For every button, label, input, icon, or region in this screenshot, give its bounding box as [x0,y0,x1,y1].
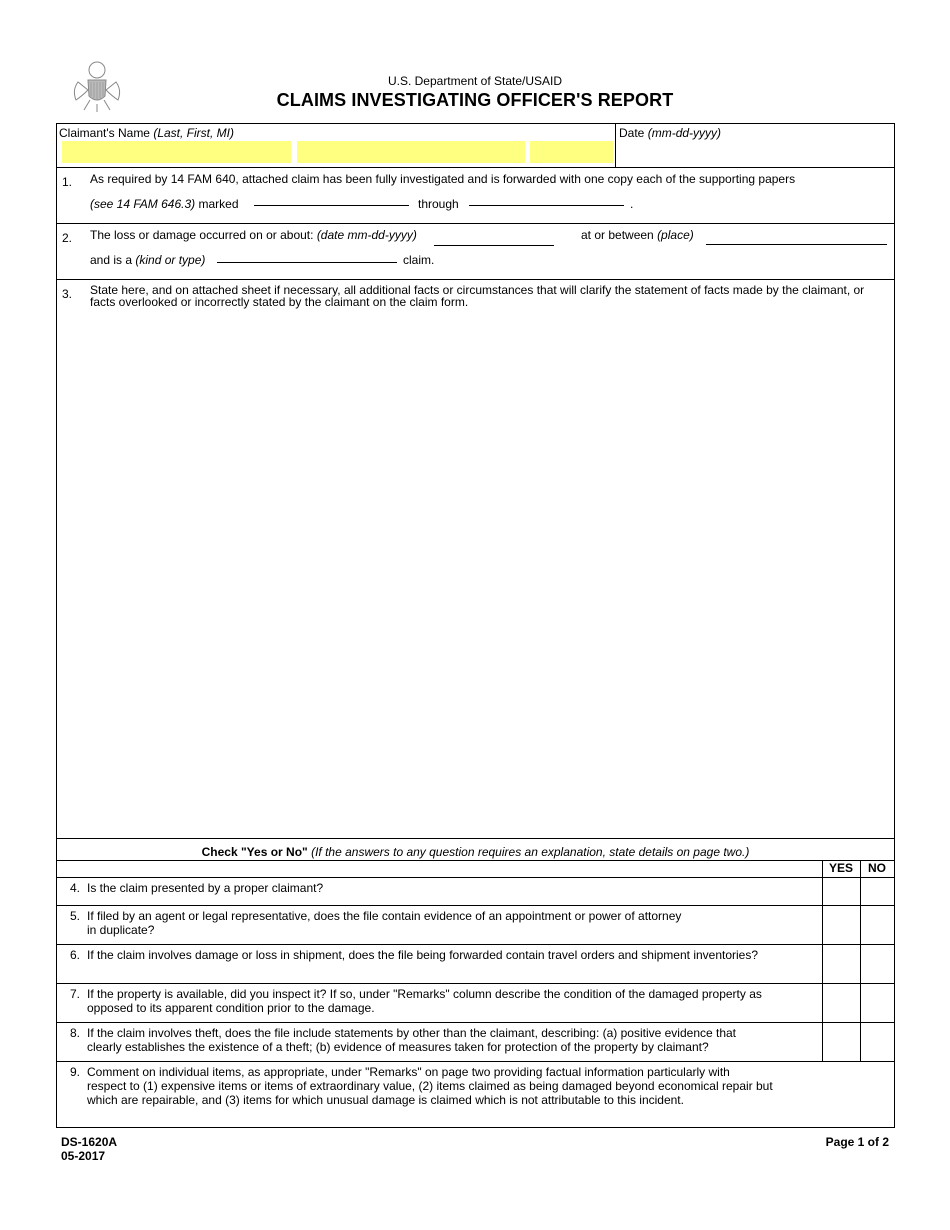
marked-field[interactable] [254,205,409,206]
q8-line-1: If the claim involves theft, does the file include statements by other than the claimant, describing: (a) positive evidence that [87,1026,737,1040]
divider [57,279,894,280]
q7-yes-checkbox[interactable] [823,984,859,1022]
claims-report-form [56,123,895,1128]
page-number: Page 1 of 2 [825,1135,889,1149]
q1-text: As required by 14 FAM 640, attached claim has been fully investigated and is forwarded with one copy each of the supporting papers [90,172,796,186]
loss-place-field[interactable] [706,244,887,245]
date-label: Date (mm-dd-yyyy) [619,126,722,140]
q3-text: State here, and on attached sheet if necessary, all additional facts or circumstances that will clarify the statement of facts made by the claimant, or facts overlooked or incorrectly stated by the claimant on the claim form. [90,283,865,309]
q5-no-checkbox[interactable] [861,906,894,944]
q8-number: 8. [70,1026,81,1040]
q4-number: 4. [70,881,81,895]
claimant-first-name-input[interactable] [297,141,525,163]
yes-column-header: YES [828,861,853,875]
q5-line-2: in duplicate? [87,923,155,937]
q9-line-2: respect to (1) expensive items or items of extraordinary value, (2) items claimed as being damaged beyond economical repair but [87,1079,773,1093]
q2-kind-text: and is a (kind or type) [90,253,206,267]
q5-number: 5. [70,909,81,923]
form-revision-date: 05-2017 [61,1149,106,1163]
q7-line-1: If the property is available, did you inspect it? If so, under "Remarks" column describe the condition of the damaged property as [87,987,762,1001]
claim-type-field[interactable] [217,262,397,263]
q1-see-text: (see 14 FAM 646.3) marked [90,197,239,211]
additional-facts-textarea[interactable] [59,312,892,836]
q6-number: 6. [70,948,81,962]
q7-number: 7. [70,987,81,1001]
q8-yes-checkbox[interactable] [823,1023,859,1061]
divider [57,1022,894,1023]
q2-number: 2. [62,231,73,245]
divider [615,124,616,167]
q6-yes-checkbox[interactable] [823,945,859,983]
through-field[interactable] [469,205,624,206]
q2-place-text: at or between (place) [581,228,694,242]
q8-line-2: clearly establishes the existence of a theft; (b) evidence of measures taken for protection of the property by claimant? [87,1040,709,1054]
q7-line-2: opposed to its apparent condition prior to the damage. [87,1001,375,1015]
divider [57,167,894,168]
claimant-last-name-input[interactable] [62,141,291,163]
q1-number: 1. [62,175,73,189]
q9-line-3: which are repairable, and (3) items for which unusual damage is claimed which is not attributable to this incident. [87,1093,684,1107]
claimant-name-label: Claimant's Name (Last, First, MI) [59,126,234,140]
claimant-mi-input[interactable] [530,141,613,163]
divider [57,944,894,945]
divider [57,877,894,878]
q6-no-checkbox[interactable] [861,945,894,983]
q3-number: 3. [62,287,73,301]
q6-text: If the claim involves damage or loss in shipment, does the file being forwarded contain travel orders and shipment inventories? [87,948,759,962]
q8-no-checkbox[interactable] [861,1023,894,1061]
q2-date-text: The loss or damage occurred on or about: (date mm-dd-yyyy) [90,228,417,242]
q1-period: . [630,197,634,211]
q2-claim-label: claim. [403,253,435,267]
q4-yes-checkbox[interactable] [823,878,859,905]
q4-text: Is the claim presented by a proper claimant? [87,881,324,895]
agency-name: U.S. Department of State/USAID [387,74,563,88]
form-number: DS-1620A [61,1135,118,1149]
divider [57,223,894,224]
loss-date-field[interactable] [434,245,554,246]
divider [57,905,894,906]
q5-yes-checkbox[interactable] [823,906,859,944]
check-instructions: Check "Yes or No" (If the answers to any question requires an explanation, state details on page two.) [201,845,750,859]
q9-number: 9. [70,1065,81,1079]
no-column-header: NO [868,861,886,875]
q4-no-checkbox[interactable] [861,878,894,905]
divider [57,838,894,839]
divider [57,860,894,861]
q5-line-1: If filed by an agent or legal representative, does the file contain evidence of an appointment or power of attorney [87,909,682,923]
q9-line-1: Comment on individual items, as appropriate, under "Remarks" on page two providing factual information particularly with [87,1065,730,1079]
q7-no-checkbox[interactable] [861,984,894,1022]
date-input[interactable] [619,144,893,164]
q1-through-label: through [418,197,459,211]
page-title: CLAIMS INVESTIGATING OFFICER'S REPORT [276,90,674,110]
divider [57,1061,894,1062]
divider [57,983,894,984]
